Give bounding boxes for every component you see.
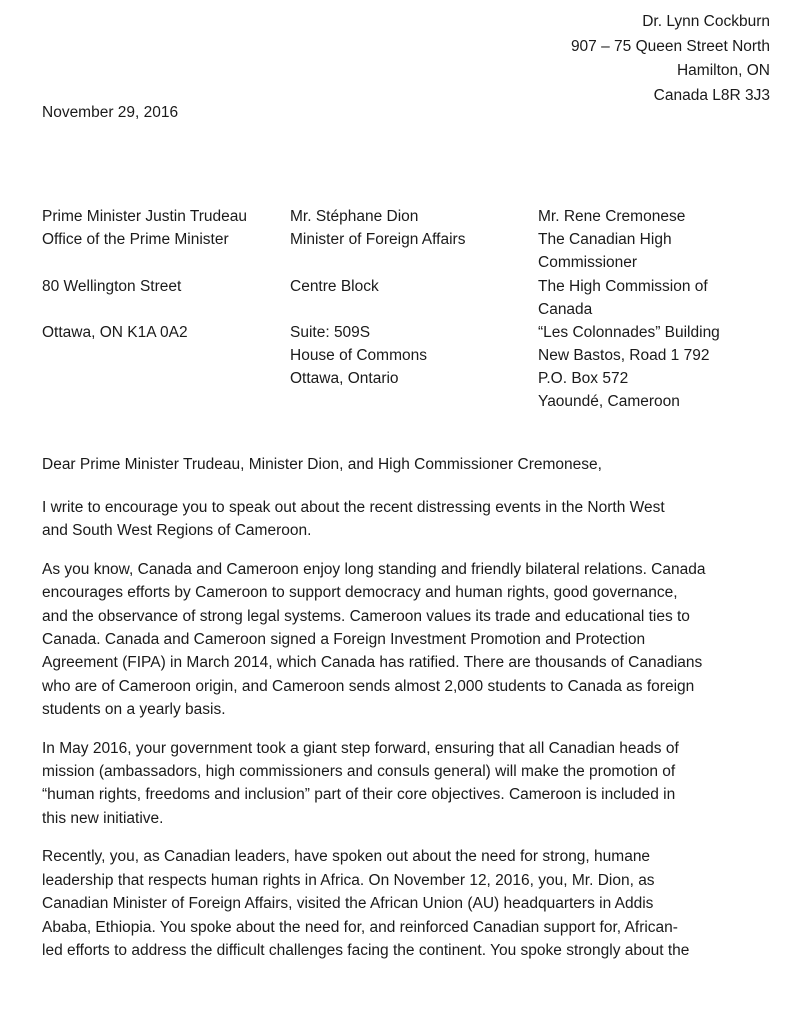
recipient-line: The High Commission of bbox=[538, 278, 708, 295]
recipient-line: Canada bbox=[538, 301, 593, 318]
letter-date: November 29, 2016 bbox=[42, 104, 179, 121]
text-line: Agreement (FIPA) in March 2014, which Canada has ratified. There are thousands of Canadians bbox=[42, 654, 703, 672]
recipient-line: The Canadian High bbox=[538, 231, 672, 248]
body-paragraph-3 bbox=[42, 737, 767, 831]
text-line: students on a yearly basis. bbox=[42, 701, 226, 719]
recipient-line: P.O. Box 572 bbox=[538, 370, 629, 387]
text-line: and the observance of strong legal systems. Cameroon values its trade and educational ties to bbox=[42, 607, 690, 625]
recipient-line: Yaoundé, Cameroon bbox=[538, 393, 680, 410]
text-line: and South West Regions of Cameroon. bbox=[42, 522, 312, 540]
text-line: who are of Cameroon origin, and Cameroon sends almost 2,000 students to Canada as foreign bbox=[42, 677, 695, 695]
recipient-line: Mr. Stéphane Dion bbox=[290, 208, 419, 225]
body-paragraph-4 bbox=[42, 845, 767, 962]
recipient-line: New Bastos, Road 1 792 bbox=[538, 347, 710, 364]
text-line: In May 2016, your government took a giant step forward, ensuring that all Canadian heads of bbox=[42, 739, 679, 757]
recipient-line: Minister of Foreign Affairs bbox=[290, 231, 466, 248]
sender-country-postal: Canada L8R 3J3 bbox=[653, 86, 770, 104]
text-line: Canada. Canada and Cameroon signed a Foreign Investment Promotion and Protection bbox=[42, 631, 646, 649]
text-line: encourages efforts by Cameroon to support democracy and human rights, good governance, bbox=[42, 584, 678, 602]
text-line: this new initiative. bbox=[42, 809, 164, 827]
text-line: Ababa, Ethiopia. You spoke about the need for, and reinforced Canadian support for, African- bbox=[42, 918, 678, 936]
salutation: Dear Prime Minister Trudeau, Minister Dion, and High Commissioner Cremonese, bbox=[42, 456, 602, 473]
letter-body bbox=[42, 496, 767, 977]
sender-city: Hamilton, ON bbox=[676, 62, 770, 79]
recipient-line: Ottawa, Ontario bbox=[290, 370, 399, 387]
recipient-line: Centre Block bbox=[290, 278, 379, 295]
text-line: Recently, you, as Canadian leaders, have spoken out about the need for strong, humane bbox=[42, 848, 651, 866]
text-line: I write to encourage you to speak out about the recent distressing events in the North West bbox=[42, 499, 665, 516]
body-paragraph-1 bbox=[42, 496, 767, 543]
text-line: As you know, Canada and Cameroon enjoy long standing and friendly bilateral relations. Canada bbox=[42, 560, 706, 578]
recipient-line: Office of the Prime Minister bbox=[42, 231, 229, 248]
text-line: led efforts to address the difficult challenges facing the continent. You spoke strongly about the bbox=[42, 941, 690, 959]
sender-name: Dr. Lynn Cockburn bbox=[642, 13, 770, 30]
sender-street: 907 – 75 Queen Street North bbox=[570, 37, 770, 55]
recipient-line: Commissioner bbox=[538, 254, 638, 271]
recipient-line: Ottawa, ON K1A 0A2 bbox=[42, 324, 188, 341]
sender-address bbox=[571, 10, 770, 108]
recipient-line: Suite: 509S bbox=[290, 324, 371, 341]
text-line: mission (ambassadors, high commissioners and consuls general) will make the promotion of bbox=[42, 763, 676, 781]
recipient-line: 80 Wellington Street bbox=[42, 278, 182, 295]
text-line: leadership that respects human rights in Africa. On November 12, 2016, you, Mr. Dion, as bbox=[42, 871, 655, 889]
text-line: Canadian Minister of Foreign Affairs, visited the African Union (AU) headquarters in Addis bbox=[42, 895, 654, 913]
recipient-line: “Les Colonnades” Building bbox=[538, 324, 720, 341]
body-paragraph-2 bbox=[42, 558, 767, 722]
text-line: “human rights, freedoms and inclusion” part of their core objectives. Cameroon is included in bbox=[42, 786, 676, 804]
recipient-line: House of Commons bbox=[290, 347, 427, 364]
recipient-line: Mr. Rene Cremonese bbox=[538, 208, 686, 225]
recipient-line: Prime Minister Justin Trudeau bbox=[42, 208, 248, 225]
